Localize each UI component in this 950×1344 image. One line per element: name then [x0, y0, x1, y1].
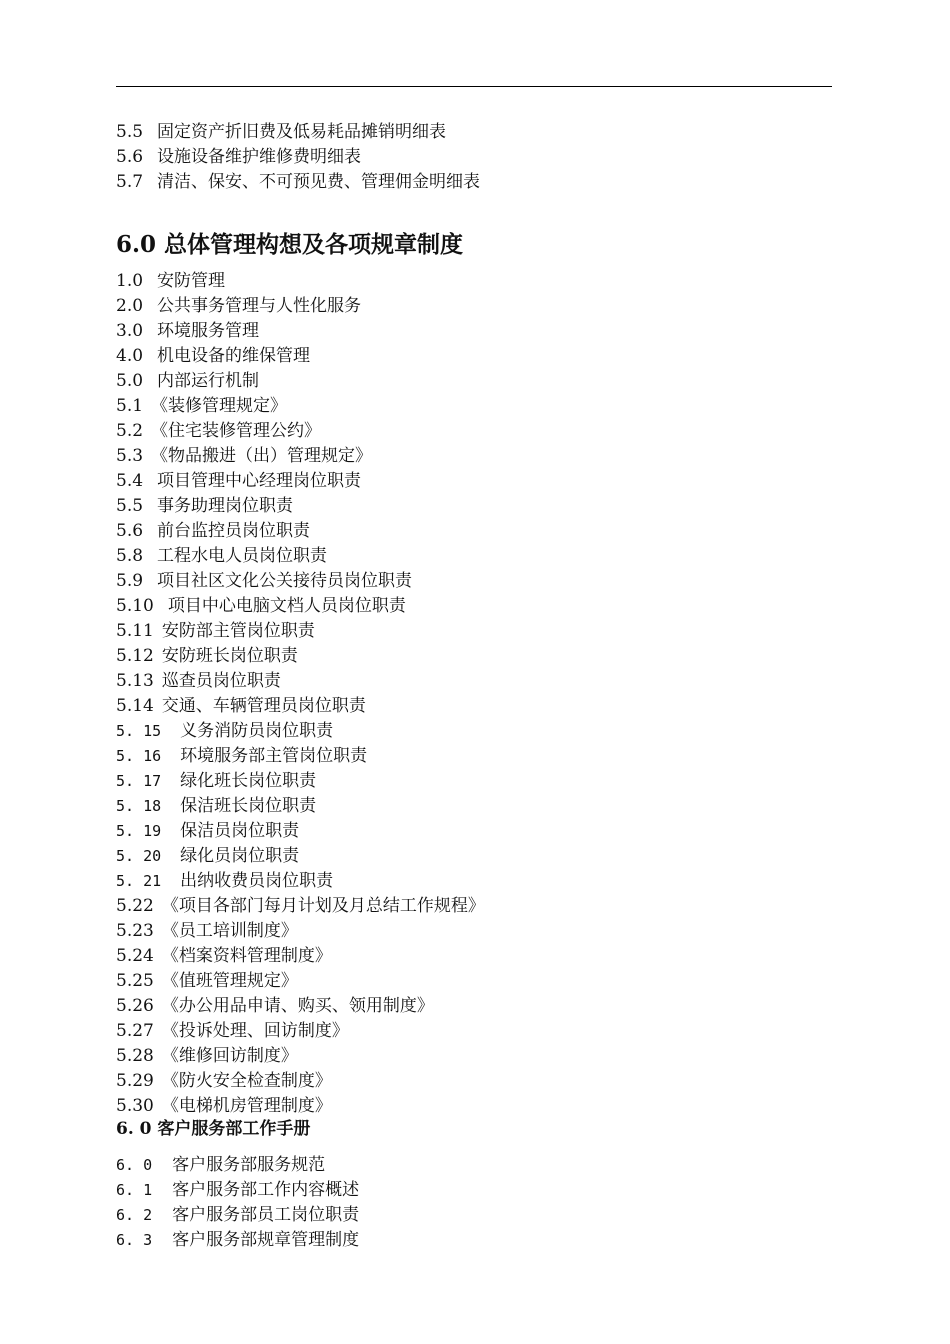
list-item [116, 920, 298, 942]
item-text: 出纳收费员岗位职责 [180, 871, 334, 891]
item-number: 5. 19 [116, 822, 162, 840]
item-number: 5.30 [116, 1096, 154, 1116]
list-item [116, 146, 361, 168]
item-text: 《维修回访制度》 [161, 1046, 298, 1066]
item-text: 保洁员岗位职责 [180, 821, 300, 841]
item-text: 客户服务部工作内容概述 [172, 1180, 360, 1200]
item-text: 《档案资料管理制度》 [161, 946, 332, 966]
list-item [116, 495, 293, 517]
item-number: 5.22 [116, 896, 154, 916]
item-number: 5.9 [116, 571, 144, 591]
item-text: 《项目各部门每月计划及月总结工作规程》 [161, 896, 485, 916]
list-item [116, 1204, 359, 1226]
item-text: 保洁班长岗位职责 [180, 796, 317, 816]
list-item [116, 121, 446, 143]
item-text: 清洁、保安、不可预见费、管理佣金明细表 [157, 172, 481, 192]
item-text: 固定资产折旧费及低易耗品摊销明细表 [157, 122, 447, 142]
subsection-heading: 6. 0 客户服务部工作手册 [116, 1119, 311, 1139]
item-text: 绿化员岗位职责 [180, 846, 300, 866]
list-item [116, 770, 316, 792]
item-number: 5.13 [116, 671, 154, 691]
item-text: 环境服务部主管岗位职责 [180, 746, 368, 766]
list-item [116, 420, 321, 442]
list-item [116, 795, 316, 817]
item-text: 《住宅装修管理公约》 [151, 421, 322, 441]
list-item [116, 1070, 332, 1092]
item-number: 6. 3 [116, 1231, 153, 1249]
item-number: 2.0 [116, 296, 144, 316]
item-number: 6. 0 [116, 1156, 153, 1174]
item-number: 5.2 [116, 421, 144, 441]
item-number: 5.1 [116, 396, 144, 416]
item-number: 5.26 [116, 996, 154, 1016]
item-number: 5.27 [116, 1021, 154, 1041]
list-item [116, 595, 406, 617]
item-text: 《防火安全检查制度》 [161, 1071, 332, 1091]
item-text: 客户服务部规章管理制度 [172, 1230, 360, 1250]
list-item [116, 1154, 325, 1176]
list-item [116, 720, 333, 742]
item-number: 5.11 [116, 621, 154, 641]
item-number: 5. 18 [116, 797, 162, 815]
item-text: 公共事务管理与人性化服务 [157, 296, 362, 316]
item-number: 5.23 [116, 921, 154, 941]
list-item [116, 345, 310, 367]
item-number: 1.0 [116, 271, 144, 291]
list-item [116, 1179, 359, 1201]
item-number: 5. 20 [116, 847, 162, 865]
item-number: 5.6 [116, 521, 144, 541]
list-item [116, 620, 315, 642]
item-number: 4.0 [116, 346, 144, 366]
list-item [116, 870, 333, 892]
list-item [116, 820, 299, 842]
item-number: 5.25 [116, 971, 154, 991]
item-text: 《值班管理规定》 [161, 971, 298, 991]
item-number: 5. 17 [116, 772, 162, 790]
list-item [116, 670, 281, 692]
list-item [116, 970, 298, 992]
list-item [116, 1045, 298, 1067]
item-number: 5.29 [116, 1071, 154, 1091]
list-item [116, 945, 332, 967]
item-text: 安防班长岗位职责 [161, 646, 298, 666]
list-item [116, 520, 310, 542]
item-text: 内部运行机制 [157, 371, 260, 391]
item-text: 工程水电人员岗位职责 [157, 546, 328, 566]
item-number: 5.0 [116, 371, 144, 391]
header-rule [116, 86, 832, 87]
item-text: 项目管理中心经理岗位职责 [157, 471, 362, 491]
list-item [116, 1020, 349, 1042]
item-number: 5.6 [116, 147, 144, 167]
item-number: 5.5 [116, 496, 144, 516]
item-number: 5.7 [116, 172, 144, 192]
item-number: 6. 1 [116, 1181, 153, 1199]
item-text: 安防管理 [157, 271, 226, 291]
list-item [116, 570, 412, 592]
item-text: 客户服务部服务规范 [172, 1155, 326, 1175]
item-text: 前台监控员岗位职责 [157, 521, 311, 541]
list-item [116, 845, 299, 867]
list-item [116, 1229, 359, 1251]
item-number: 5.5 [116, 122, 144, 142]
list-item [116, 445, 372, 467]
item-number: 5.12 [116, 646, 154, 666]
item-text: 机电设备的维保管理 [157, 346, 311, 366]
item-number: 6. 2 [116, 1206, 153, 1224]
item-number: 5.10 [116, 596, 154, 616]
item-text: 《装修管理规定》 [151, 396, 288, 416]
item-number: 5. 21 [116, 872, 162, 890]
item-text: 交通、车辆管理员岗位职责 [161, 696, 366, 716]
item-text: 《电梯机房管理制度》 [161, 1096, 332, 1116]
list-item [116, 470, 361, 492]
item-number: 5.4 [116, 471, 144, 491]
list-item [116, 270, 225, 292]
item-text: 《办公用品申请、购买、领用制度》 [161, 996, 434, 1016]
item-number: 5.24 [116, 946, 154, 966]
item-text: 客户服务部员工岗位职责 [172, 1205, 360, 1225]
item-text: 环境服务管理 [157, 321, 260, 341]
list-item [116, 895, 485, 917]
list-item [116, 395, 287, 417]
item-number: 5.28 [116, 1046, 154, 1066]
item-number: 5. 15 [116, 722, 162, 740]
item-text: 巡查员岗位职责 [161, 671, 281, 691]
list-item [116, 745, 367, 767]
item-text: 事务助理岗位职责 [157, 496, 294, 516]
item-text: 绿化班长岗位职责 [180, 771, 317, 791]
item-number: 5.14 [116, 696, 154, 716]
item-number: 5. 16 [116, 747, 162, 765]
item-text: 义务消防员岗位职责 [180, 721, 334, 741]
list-item [116, 171, 480, 193]
item-text: 安防部主管岗位职责 [161, 621, 315, 641]
item-number: 5.3 [116, 446, 144, 466]
list-item [116, 995, 434, 1017]
item-text: 项目社区文化公关接待员岗位职责 [157, 571, 413, 591]
list-item [116, 1095, 332, 1117]
item-text: 设施设备维护维修费明细表 [157, 147, 362, 167]
item-text: 《物品搬进（出）管理规定》 [151, 446, 373, 466]
item-text: 《投诉处理、回访制度》 [161, 1021, 349, 1041]
list-item [116, 320, 259, 342]
item-text: 《员工培训制度》 [161, 921, 298, 941]
section-heading: 6.0 总体管理构想及各项规章制度 [116, 231, 464, 258]
list-item [116, 645, 298, 667]
list-item [116, 695, 366, 717]
list-item [116, 545, 327, 567]
item-text: 项目中心电脑文档人员岗位职责 [167, 596, 406, 616]
item-number: 5.8 [116, 546, 144, 566]
list-item [116, 295, 361, 317]
list-item [116, 370, 259, 392]
item-number: 3.0 [116, 321, 144, 341]
